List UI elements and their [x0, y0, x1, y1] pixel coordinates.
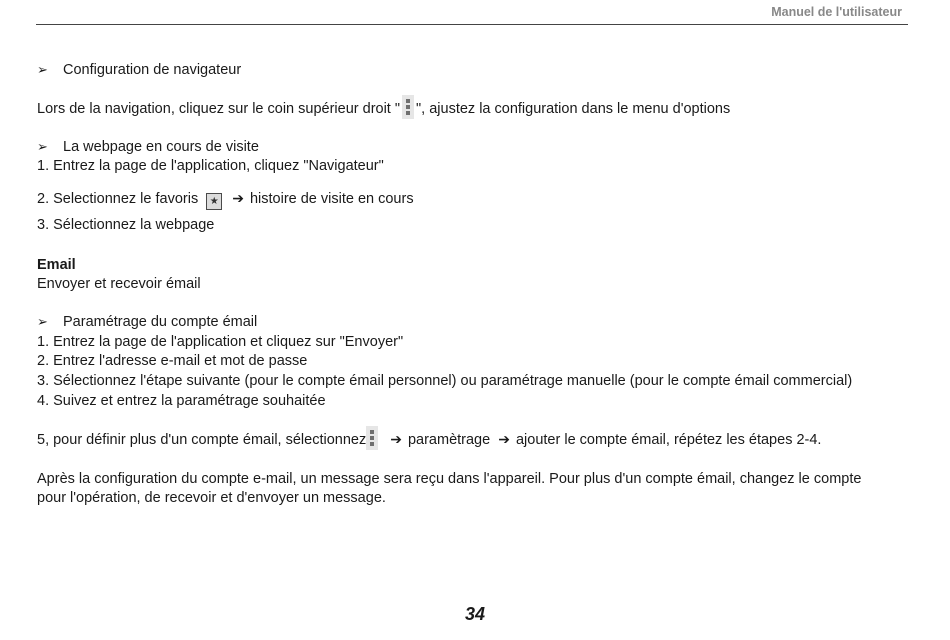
email-step-3: 3. Sélectionnez l'étape suivante (pour le compte émail personnel) ou paramétrage manuelle (pour le compte émail commercial) [37, 373, 853, 389]
instruction-text-end: ", ajustez la configuration dans le menu d'options [416, 101, 731, 117]
instruction-text-start: Lors de la navigation, cliquez sur le coin supérieur droit " [37, 101, 401, 117]
arrow-icon: ➔ [498, 431, 510, 447]
overflow-menu-icon [366, 426, 378, 450]
email-step-4: 4. Suivez et entrez la paramétrage souhaitée [37, 393, 326, 409]
email-note-line-2: pour l'opération, de recevoir et d'envoyer un message. [37, 490, 386, 506]
bookmark-star-icon: ★ [206, 193, 222, 210]
heading-text: Configuration de navigateur [63, 62, 242, 78]
step-text: 5, pour définir plus d'un compte émail, sélectionnez [37, 432, 367, 448]
webpage-heading [37, 138, 259, 156]
email-note-line-1: Après la configuration du compte e-mail, un message sera reçu dans l'appareil. Pour plus d'un compte émail, changez le compte [37, 471, 862, 487]
heading-text: Paramétrage du compte émail [63, 314, 258, 330]
arrow-icon: ➔ [390, 431, 402, 447]
bullet-icon: ➢ [37, 314, 48, 329]
browser-config-heading [37, 61, 241, 79]
heading-text: La webpage en cours de visite [63, 139, 259, 155]
email-step-5 [37, 426, 821, 450]
arrow-icon: ➔ [232, 190, 244, 206]
bullet-icon: ➢ [37, 62, 48, 77]
email-title: Email [37, 257, 76, 273]
webpage-step-2 [37, 189, 414, 210]
step-text-middle: paramètrage [407, 432, 491, 448]
header-divider [36, 24, 908, 25]
browser-config-instruction [37, 95, 730, 119]
email-step-1: 1. Entrez la page de l'application et cliquez sur "Envoyer" [37, 334, 404, 350]
email-subtitle: Envoyer et recevoir émail [37, 276, 201, 292]
webpage-step-3: 3. Sélectionnez la webpage [37, 217, 215, 233]
webpage-step-1: 1. Entrez la page de l'application, cliquez "Navigateur" [37, 158, 384, 174]
step-text-end: ajouter le compte émail, répétez les étapes 2-4. [515, 432, 822, 448]
overflow-menu-icon [402, 95, 414, 119]
step-text-end: histoire de visite en cours [249, 191, 414, 207]
step-text: 2. Selectionnez le favoris [37, 191, 199, 207]
email-step-2: 2. Entrez l'adresse e-mail et mot de passe [37, 353, 308, 369]
bullet-icon: ➢ [37, 139, 48, 154]
email-account-heading [37, 313, 257, 331]
header-title: Manuel de l'utilisateur [771, 5, 902, 19]
page-number: 34 [464, 604, 486, 624]
